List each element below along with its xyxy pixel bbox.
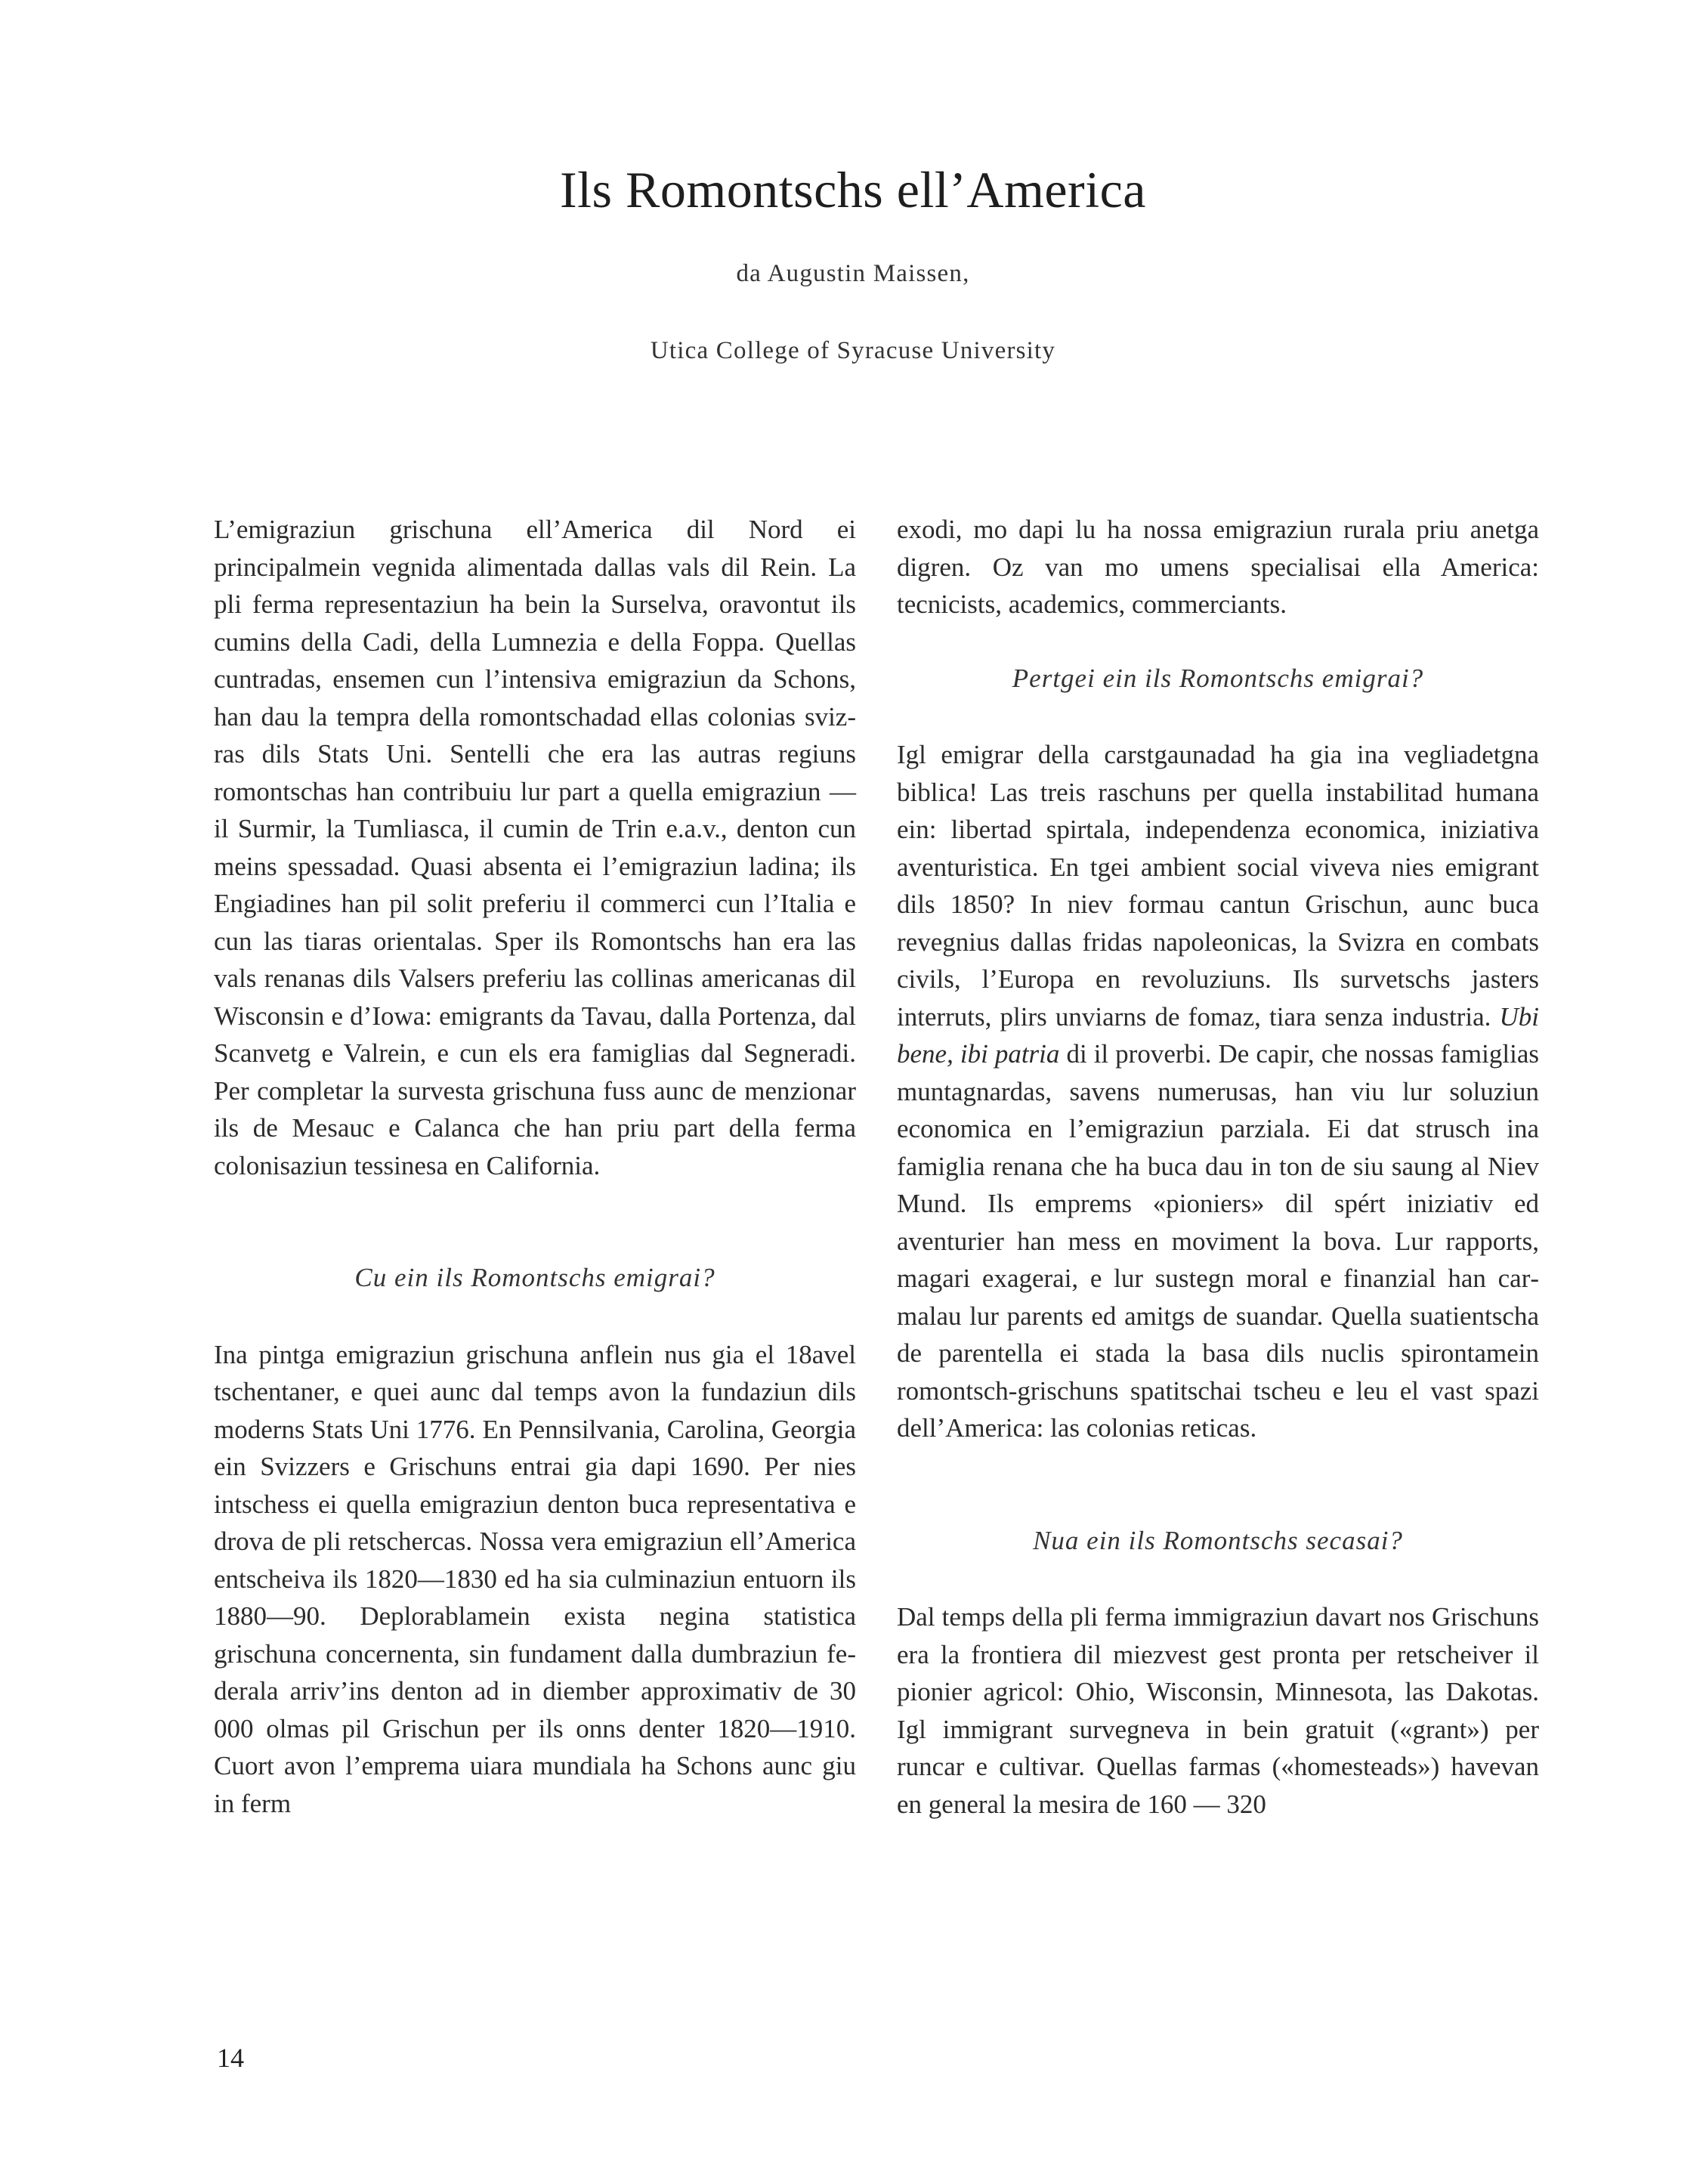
page-number: 14: [217, 2043, 244, 2073]
body-paragraph: exodi, mo dapi lu ha nossa emigraziun rurala priu anetga digren. Oz van mo umens specialisai ella America: tecnicists, academics, commerciants.: [897, 515, 1539, 619]
latin-quote: Ubi bene, ibi patria: [897, 1001, 1539, 1069]
article-affiliation: Utica College of Syracuse University: [650, 337, 1056, 364]
section-heading: Pertgei ein ils Romontschs emigrai?: [1012, 663, 1424, 693]
paragraph-text: di il proverbi. De capir, che nossas famiglias muntagnardas, savens numerusas, han viu lur soluziun economica en l’emigraziun parziala. Ei dat strusch ina famiglia renana che ha buca dau in ton de siu saung al Niev Mund. Ils emprems «pioniers» dil spért iniziativ ed aventurier han mess en moviment la bova. Lur rapports, magari exagerai, e lur sustegn moral e finanzial han carmalau lur parents ed amitgs de suandar. Quella suatientscha de parentella ei stada la basa dils nuclis spirontamein romontsch-grischuns spatitschai tscheu e leu el vast spazi dell’America: las colonias reticas.: [897, 1039, 1539, 1443]
section-heading: Nua ein ils Romontschs secasai?: [1033, 1525, 1403, 1555]
left-column: [214, 511, 856, 1822]
article-title: Ils Romontschs ell’America: [560, 161, 1146, 218]
body-paragraph: Ina pintga emigraziun grischuna anflein nus gia el 18avel tschentaner, e quei aunc dal temps avon la fundaziun dils moderns Stats Uni 1776. En Pennsilvania, Carolina, Georgia ein Svizzers e Grischuns entrai gia dapi 1690. Per nies intschess ei quella emigraziun denton buca representativa e drova de pli retschercas. Nossa vera emigraziun ell’America entscheiva ils 1820—1830 ed ha sia culminaziun entuorn ils 1880—90. Deplorablamein exista negina statistica grischuna concernenta, sin fundament dalla dumbraziun federala arriv’ins denton ad in diember approximativ de 30 000 olmas pil Grischun per ils onns denter 1820—1910. Cuort avon l’emprema uiara mundiala ha Schons aunc giu in ferm: [214, 1339, 856, 1818]
body-paragraph: Dal temps della pli ferma immigraziun davart nos Grischuns era la frontiera dil miezvest gest pronta per retscheiver il pionier agricol: Ohio, Wisconsin, Minnesota, las Dakotas. Igl immigrant survegneva in bein gratuit («grant») per runcar e cultivar. Quellas farmas («homesteads») havevan en general la mesira de 160 — 320: [897, 1602, 1539, 1819]
section-heading: Cu ein ils Romontschs emigrai?: [354, 1263, 715, 1292]
body-paragraph: [897, 736, 1539, 1447]
right-column: [897, 511, 1539, 1823]
article-author: da Augustin Maissen,: [736, 260, 970, 287]
body-paragraph: L’emigraziun grischuna ell’America dil Nord ei principalmein vegnida alimentada dallas vals dil Rein. La pli ferma representaziun ha bein la Surselva, oravontut ils cumins della Cadi, della Lumnezia e della Foppa. Quellas cuntradas, ensemen cun l’intensiva emigraziun da Schons, han dau la tempra della romontschadad ellas colonias svizras dils Stats Uni. Sentelli che era las autras regiuns romontschas han contribuiu lur part a quella emigraziun — il Surmir, la Tumliasca, il cumin de Trin e.a.v., denton cun meins spessadad. Quasi absenta ei l’emigraziun ladina; ils Engiadines han pil solit preferiu il commerci cun l’Italia e cun las tiaras orientalas. Sper ils Romontschs han era las vals renanas dils Valsers preferiu las collinas americanas dil Wisconsin e d’Iowa: emigrants da Tavau, dalla Portenza, dal Scanvetg e Valrein, e cun els era famiglias dal Segneradi. Per completar la survesta grischuna fuss aunc de menzionar ils de Mesauc e Calanca che han priu part della ferma colonisaziun tessinesa en California.: [214, 515, 856, 1180]
paragraph-text: Igl emigrar della carstgaunadad ha gia ina vegliadetgna biblica! Las treis raschuns per quella instabilitad humana ein: libertad spirtala, independenza economica, iniziativa aventuristica. En tgei ambient social viveva nies emigrant dils 1850? In niev formau cantun Grischun, aunc buca revegnius dallas fridas napoleonicas, la Svizra en combats civils, l’Europa en revoluziuns. Ils survetschs jasters interruts, plirs unviarns de fomaz, tiara senza industria.: [897, 740, 1539, 1032]
